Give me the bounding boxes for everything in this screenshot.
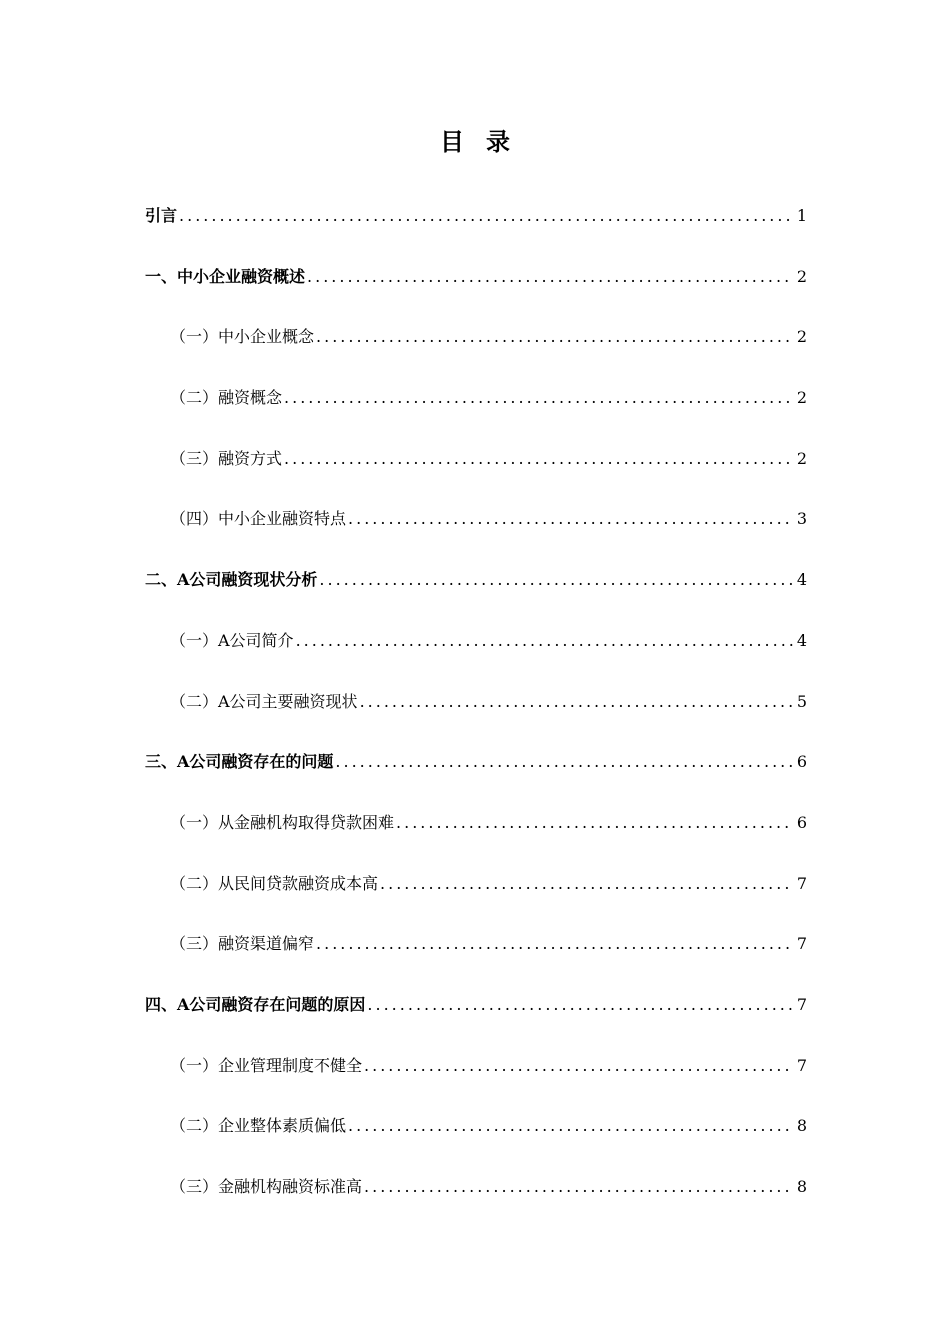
dot-leader (316, 931, 793, 957)
toc-entry-page-number: 8 (796, 1116, 807, 1136)
toc-entry-page-number: 2 (796, 327, 807, 347)
toc-entry (145, 264, 807, 325)
toc-entry-label: 一、中小企业融资概述 (145, 266, 306, 286)
toc-entry (145, 931, 807, 992)
toc-entry-label: （四）中小企业融资特点 (170, 509, 347, 529)
toc-entry-label: （二）A公司主要融资现状 (170, 691, 358, 711)
toc-entry-page-number: 6 (796, 812, 807, 832)
dot-leader (396, 810, 793, 836)
toc-entry-page-number: 6 (796, 752, 807, 772)
toc-entry-page-number: 2 (796, 448, 807, 468)
dot-leader (319, 567, 792, 593)
toc-entry (145, 446, 807, 507)
toc-entry-label: （一）A公司简介 (170, 630, 294, 650)
toc-entry-label: 四、A公司融资存在问题的原因 (145, 994, 366, 1014)
toc-entry-page-number: 1 (796, 206, 807, 225)
toc-entry-page-number: 7 (796, 873, 807, 893)
toc-entry-label: （三）金融机构融资标准高 (170, 1177, 363, 1196)
dot-leader (348, 506, 793, 532)
toc-entry (145, 1113, 807, 1174)
toc-entry-label: （一）中小企业概念 (170, 327, 315, 347)
dot-leader (360, 689, 793, 715)
toc-entry-page-number: 7 (796, 994, 807, 1014)
toc-entry-page-number: 7 (796, 934, 807, 954)
toc-entry (145, 992, 807, 1053)
toc-entry (145, 628, 807, 689)
toc-entry-page-number: 4 (796, 630, 807, 650)
toc-entry (145, 324, 807, 385)
toc-entry-label: （一）从金融机构取得贷款困难 (170, 812, 395, 832)
dot-leader (179, 203, 793, 229)
toc-entry-label: （三）融资方式 (170, 448, 283, 468)
toc-entry (145, 506, 807, 567)
dot-leader (284, 385, 793, 411)
toc-entry-page-number: 2 (796, 266, 807, 286)
toc-entry (145, 567, 807, 628)
toc-entry-label: （二）从民间贷款融资成本高 (170, 873, 379, 893)
dot-leader (364, 1053, 793, 1079)
dot-leader (367, 992, 792, 1018)
dot-leader (364, 1174, 793, 1200)
toc-entry-label: （二）企业整体素质偏低 (170, 1116, 347, 1136)
dot-leader (284, 446, 793, 472)
toc-entry (145, 749, 807, 810)
dot-leader (316, 324, 793, 350)
toc-entry (145, 689, 807, 750)
toc-entry (145, 810, 807, 871)
toc-entry-label: （二）融资概念 (170, 388, 283, 408)
dot-leader (380, 871, 793, 897)
dot-leader (348, 1113, 793, 1139)
toc-entry (145, 1053, 807, 1114)
toc-entry-page-number: 8 (796, 1177, 807, 1196)
toc-entry (145, 385, 807, 446)
dot-leader (335, 749, 792, 775)
toc-entry-page-number: 3 (796, 509, 807, 529)
toc-entry (145, 871, 807, 932)
toc-title: 目录 (440, 127, 532, 156)
toc-entry-label: 二、A公司融资现状分析 (145, 570, 318, 590)
toc-entry-page-number: 5 (796, 691, 807, 711)
toc-entry-label: 引言 (145, 206, 178, 225)
toc-entry-label: 三、A公司融资存在的问题 (145, 752, 334, 772)
toc-entry-page-number: 7 (796, 1055, 807, 1075)
dot-leader (296, 628, 793, 654)
toc-entry (145, 203, 807, 264)
toc-list (145, 203, 807, 1235)
dot-leader (307, 264, 793, 290)
toc-entry-label: （三）融资渠道偏窄 (170, 934, 315, 954)
toc-entry (145, 1174, 807, 1235)
toc-entry-page-number: 4 (796, 570, 807, 590)
toc-entry-label: （一）企业管理制度不健全 (170, 1055, 363, 1075)
toc-entry-page-number: 2 (796, 388, 807, 408)
